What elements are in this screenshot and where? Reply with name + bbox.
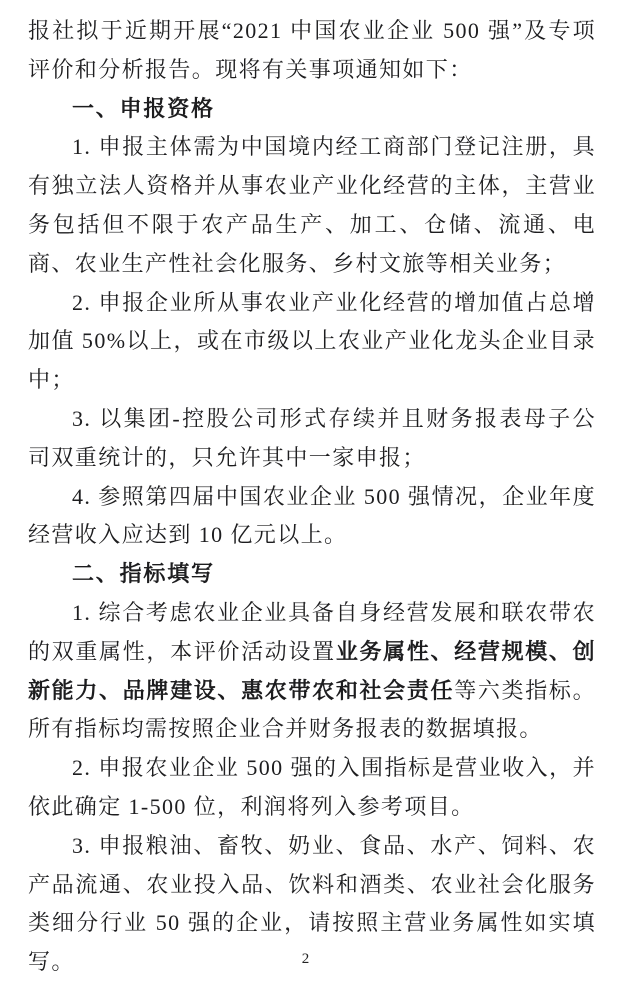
bold-text-run: 二、指标填写 (72, 561, 215, 587)
text-run: 2. 申报企业所从事农业产业化经营的增加值占总增加值 50%以上，或在市级以上农业产业化龙头企业目录中； (28, 289, 596, 393)
paragraph (28, 478, 596, 556)
text-run: 等六类指标。所有指标均需按照企业合并财务报表的数据填报。 (28, 677, 596, 742)
text-run: 2. 申报农业企业 500 强的入围指标是营业收入，并依此确定 1-500 位，利润将列入参考项目。 (28, 755, 596, 819)
text-run: 4. 参照第四届中国农业企业 500 强情况，企业年度经营收入应达到 10 亿元以上。 (28, 483, 596, 548)
paragraph (28, 400, 596, 478)
document-body (28, 12, 596, 982)
page-number: 2 (301, 951, 310, 967)
paragraph (28, 594, 596, 749)
bold-text-run: 一、申报资格 (72, 95, 215, 121)
text-run: 1. 综合考虑农业企业具备自身经营发展和联农带农的双重属性，本评价活动设置 (28, 599, 596, 664)
section-heading (28, 555, 596, 594)
paragraph (28, 284, 596, 400)
text-run: 报社拟于近期开展“2021 中国农业企业 500 强”及专项评价和分析报告。现将有关事项通知如下： (28, 18, 596, 82)
bold-text-run: 业务属性、经营规模、创新能力、品牌建设、惠农带农和社会责任 (28, 638, 597, 703)
text-run: 3. 以集团-控股公司形式存续并且财务报表母子公司双重统计的，只允许其中一家申报； (28, 405, 596, 470)
section-heading (28, 90, 596, 129)
text-run: 3. 申报粮油、畜牧、奶业、食品、水产、饲料、农产品流通、农业投入品、饮料和酒类、农业社会化服务类细分行业 50 强的企业，请按照主营业务属性如实填写。 (28, 832, 596, 975)
paragraph (28, 128, 596, 283)
paragraph (28, 749, 596, 827)
text-run: 1. 申报主体需为中国境内经工商部门登记注册，具有独立法人资格并从事农业产业化经营的主体，主营业务包括但不限于农产品生产、加工、仓储、流通、电商、农业生产性社会化服务、乡村文旅等相关业务； (28, 134, 596, 276)
paragraph (28, 12, 596, 90)
